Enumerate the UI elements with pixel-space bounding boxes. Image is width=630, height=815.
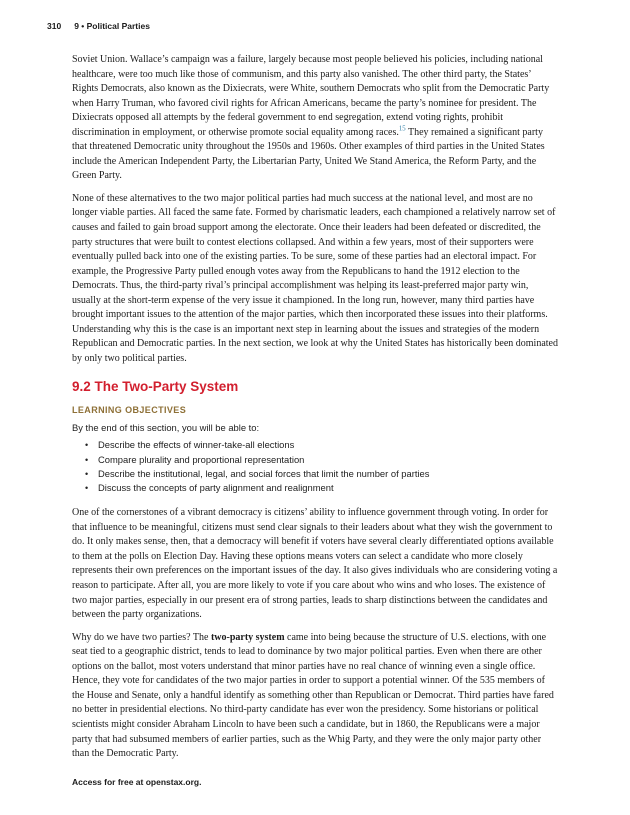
page-footer: Access for free at openstax.org. bbox=[72, 777, 202, 787]
bullet-marker-icon: • bbox=[85, 483, 89, 494]
paragraph-text: came into being because the structure of U.S. elections, with one seat tied to a geographic district, tends to lead to dominance by two major political parties. Even when there are other options on the ballot, most voters understand that minor parties have no real chance of winning even a single office. Hence, they vote for candidates of the two major parties in order to support a potential winner. Of the 535 members of the House and Senate, only a handful identify as something other than Republican or Democrat. Third parties have fared no better in presidential elections. No third-party candidate has ever won the presidency. Some historians or political scientists might consider Abraham Lincoln to have been such a candidate, but in 1860, the Republicans were a major party that had subsumed members of earlier parties, such as the Whig Party, and they were the only major party other than the Democratic Party. bbox=[72, 631, 554, 760]
objective-text: Discuss the concepts of party alignment and realignment bbox=[98, 482, 334, 494]
chapter-title: 9 • Political Parties bbox=[74, 21, 150, 31]
page-header bbox=[47, 21, 150, 31]
learning-objectives-list bbox=[72, 438, 559, 495]
footnote-link-15[interactable]: 15 bbox=[398, 125, 406, 133]
objective-item bbox=[72, 438, 559, 452]
paragraph-two-party-system bbox=[72, 631, 559, 762]
objective-text: Describe the effects of winner-take-all elections bbox=[98, 439, 295, 451]
paragraph-text: Why do we have two parties? The bbox=[72, 631, 211, 643]
learning-objectives-block bbox=[72, 405, 559, 495]
paragraph-third-parties-fate: None of these alternatives to the two major political parties had much success at the national level, and most are no longer viable parties. All faced the same fate. Formed by charismatic leaders, each championed a relatively narrow set of causes and failed to gain broad support among the electorate. Once their leaders had been defeated or discredited, the party structures that were built to contest elections collapsed. And within a few years, most of their supporters were eventually pulled back into one of the existing parties. To be sure, some of these parties had an electoral impact. For example, the Progressive Party pulled enough votes away from the Republicans to hand the 1912 election to the Democrats. Thus, the third-party rival’s principal accomplishment was helping its least-preferred major party win, usually at the short-term expense of the very issue it championed. In the long run, however, many third parties have brought important issues to the attention of the major parties, which then incorporated these issues into their platforms. Understanding why this is the case is an important next step in learning about the issues and strategies of the modern Republican and Democratic parties. In the next section, we look at why the United States has historically been dominated by only two political parties. bbox=[72, 192, 558, 364]
key-term-two-party-system: two-party system bbox=[210, 631, 285, 643]
paragraph-democracy-voting: One of the cornerstones of a vibrant democracy is citizens’ ability to influence government through voting. In order for that influence to be meaningful, citizens must send clear signals to their leaders about what they wish the government to do. It only makes sense, then, that a democracy will benefit if voters have several clearly differentiated options available to them at the polls on Election Day. Having these options means voters can select a candidate who more closely represents their own preferences on the important issues of the day. It also gives individuals who are considering voting a reason to participate. After all, you are more likely to vote if you care about who wins and who loses. The existence of two major parties, especially in our present era of strong parties, leads to sharp distinctions between the candidates and between the party organizations. bbox=[72, 507, 558, 621]
page-number: 310 bbox=[47, 21, 62, 31]
objective-text: Describe the institutional, legal, and social forces that limit the number of parties bbox=[98, 467, 430, 479]
bullet-marker-icon: • bbox=[85, 468, 89, 479]
paragraph-third-parties-history bbox=[72, 53, 559, 184]
learning-objectives-heading: LEARNING OBJECTIVES bbox=[72, 405, 187, 416]
paragraph-text: They remained a significant party that threatened Democratic unity throughout the 1950s and 1960s. Other examples of third parties in the United States include the American Independent Party, the Libertarian Party, United We Stand America, the Reform Party, and the Green Party. bbox=[72, 126, 545, 182]
text-column bbox=[72, 53, 559, 770]
objective-item bbox=[72, 467, 559, 481]
section-heading: 9.2 The Two-Party System bbox=[72, 379, 239, 395]
bullet-marker-icon: • bbox=[85, 440, 89, 451]
objective-text: Compare plurality and proportional representation bbox=[98, 453, 305, 465]
bullet-marker-icon: • bbox=[85, 454, 89, 465]
paragraph-text: Soviet Union. Wallace’s campaign was a failure, largely because most people believed his policies, including national healthcare, were too much like those of communism, and this party also vanished. The other third party, the States’ Rights Democrats, also known as the Dixiecrats, were White, southern Democrats who split from the Democratic Party when Harry Truman, who favored civil rights for African Americans, became the party’s nominee for president. The Dixiecrats opposed all attempts by the federal government to end segregation, extend voting rights, prohibit discrimination in employment, or otherwise promote social equality among races. bbox=[72, 54, 550, 138]
objective-item bbox=[72, 453, 559, 467]
learning-objectives-intro: By the end of this section, you will be able to: bbox=[72, 422, 260, 434]
objective-item bbox=[72, 481, 559, 495]
